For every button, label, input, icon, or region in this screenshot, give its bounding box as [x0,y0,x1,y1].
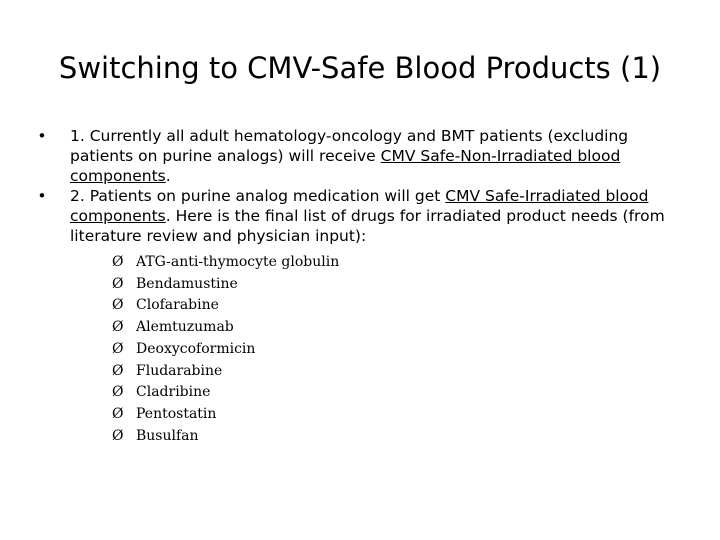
drug-name: ATG-anti-thymocyte globulin [136,254,340,270]
bullet-2-text-after: . Here is the final list of drugs for irradiated product needs (from literature review and physician input): [70,207,665,245]
drug-name: Fludarabine [136,362,223,379]
arrow-bullet-icon: Ø [112,254,124,270]
arrow-bullet-icon: Ø [112,319,124,336]
arrow-bullet-icon: Ø [112,297,124,314]
bullet-1-text-after: . [165,167,171,185]
slide-title: Switching to CMV-Safe Blood Products (1) [58,51,662,85]
drug-list [112,252,718,447]
drug-list-item [112,404,718,426]
drug-list-item [112,382,718,404]
drug-name: Bendamustine [136,275,238,292]
drug-name: Pentostatin [136,405,217,422]
drug-list-item [112,252,718,274]
drug-name: Clofarabine [136,297,219,314]
drug-name: Cladribine [136,384,211,401]
bullet-list [36,126,676,447]
drug-name: Alemtuzumab [136,319,234,336]
drug-list-item [112,426,718,448]
drug-list-item [112,361,718,383]
drug-list-item [112,317,718,339]
bullet-dot-icon: • [37,127,47,145]
arrow-bullet-icon: Ø [112,427,124,444]
drug-list-item [112,274,718,296]
bullet-item-2 [36,186,676,447]
drug-list-item [112,339,718,361]
arrow-bullet-icon: Ø [112,405,124,422]
drug-list-item [112,295,718,317]
arrow-bullet-icon: Ø [112,340,124,357]
bullet-item-1 [36,126,676,186]
bullet-dot-icon: • [37,187,47,205]
bullet-1-emphasis: CMV Safe-Non-Irradiated blood components [70,147,621,185]
arrow-bullet-icon: Ø [112,275,124,292]
drug-name: Deoxycoformicin [136,340,256,357]
arrow-bullet-icon: Ø [112,362,124,379]
bullet-2-text-before: 2. Patients on purine analog medication will get [70,187,446,205]
drug-name: Busulfan [136,427,199,444]
bullet-1-text-before: 1. Currently all adult hematology-oncology and BMT patients (excluding patients on purine analogs) will receive [70,127,629,165]
bullet-2-emphasis: CMV Safe-Irradiated blood components [70,187,649,225]
arrow-bullet-icon: Ø [112,384,124,401]
